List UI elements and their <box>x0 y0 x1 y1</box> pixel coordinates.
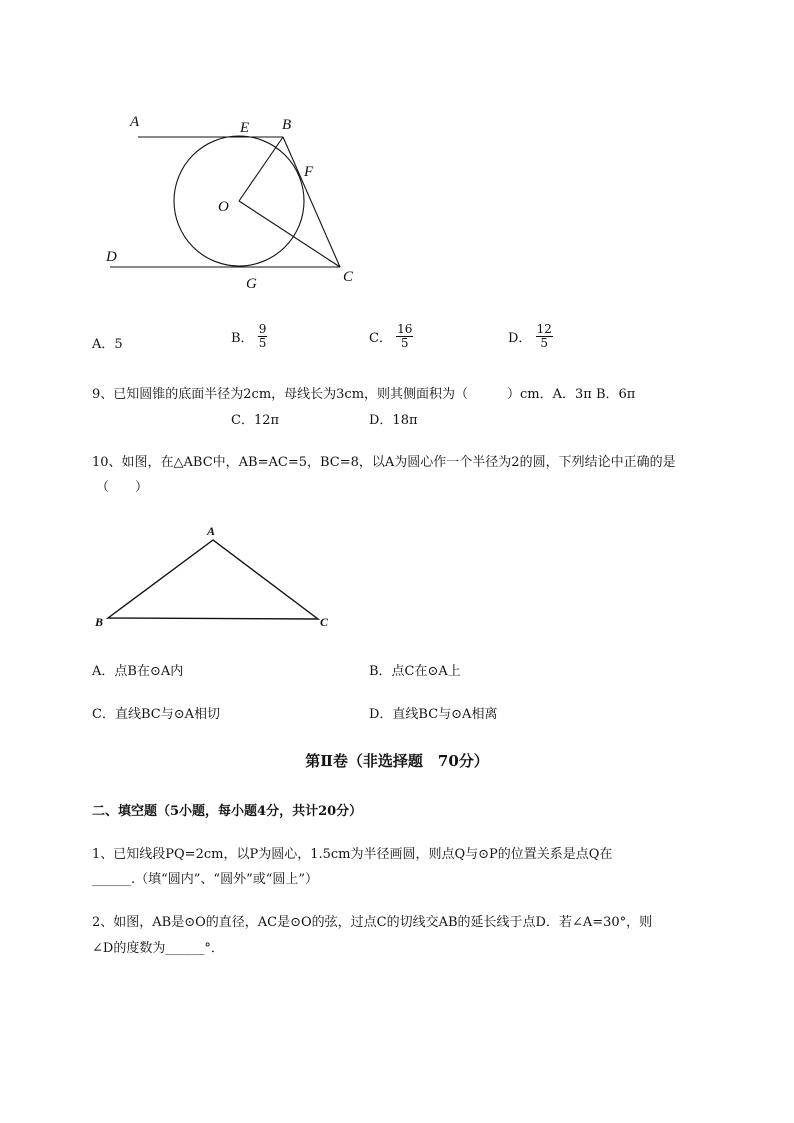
q9-question: 9、已知圆锥的底面半径为2cm，母线长为3cm，则其侧面积为（ ）cm．A．3π B．6π <box>92 387 636 402</box>
label-tri-c: C <box>320 615 329 629</box>
circle-tangent-figure <box>100 108 370 298</box>
fill-in-heading: 二、填空题（5小题，每小题4分，共计20分） <box>92 804 363 819</box>
fraction-16-5: $\frac{16}{5}$ <box>397 322 413 350</box>
q9-option-d: D．18π <box>369 413 418 428</box>
fill-q2-line2: ∠D的度数为______°． <box>92 941 224 956</box>
q10-option-c: C．直线BC与⊙A相切 <box>92 707 220 722</box>
q9-option-c: C．12π <box>231 413 280 428</box>
label-a: A <box>130 114 140 130</box>
q10-option-b: B．点C在⊙A上 <box>369 664 461 679</box>
fill-q1-line1: 1、已知线段PQ=2cm，以P为圆心，1.5cm为半径画圆，则点Q与⊙P的位置关系是点Q在 <box>92 847 613 862</box>
label-e: E <box>240 120 250 136</box>
label-g: G <box>246 276 257 292</box>
q10-option-a: A．点B在⊙A内 <box>92 664 184 679</box>
label-f: F <box>304 164 314 180</box>
label-tri-b: B <box>95 615 104 629</box>
segment-oc <box>239 201 340 267</box>
q8-option-c: C． $\frac{16}{5}$ <box>369 322 413 350</box>
segment-bc <box>283 137 340 267</box>
segment-ob <box>239 137 283 201</box>
label-c: C <box>343 269 354 285</box>
q10-blank: （ ） <box>96 480 149 495</box>
label-b: B <box>282 117 292 133</box>
fill-q1-line2: ______.（填“圆内”、“圆外”或“圆上”） <box>92 872 319 887</box>
fraction-12-5: $\frac{12}{5}$ <box>536 322 552 350</box>
label-d: D <box>106 249 117 265</box>
fraction-9-5: $\frac{9}{5}$ <box>258 322 267 350</box>
label-o: O <box>218 199 229 215</box>
triangle-abc <box>108 540 318 619</box>
section-2-title: 第Ⅱ卷（非选择题 70分） <box>305 752 489 770</box>
q10-option-d: D．直线BC与⊙A相离 <box>369 707 498 722</box>
triangle-abc-figure <box>90 522 340 634</box>
fill-q2-line1: 2、如图，AB是⊙O的直径，AC是⊙O的弦，过点C的切线交AB的延长线于点D．若∠A=30°，则 <box>92 915 653 930</box>
label-tri-a: A <box>207 524 216 538</box>
q8-option-a: A．5 <box>92 337 123 352</box>
q10-question: 10、如图，在△ABC中，AB=AC=5，BC=8，以A为圆心作一个半径为2的圆，下列结论中正确的是 <box>92 455 676 470</box>
q8-option-b: B． $\frac{9}{5}$ <box>231 322 267 350</box>
q8-option-d: D． $\frac{12}{5}$ <box>508 322 552 350</box>
